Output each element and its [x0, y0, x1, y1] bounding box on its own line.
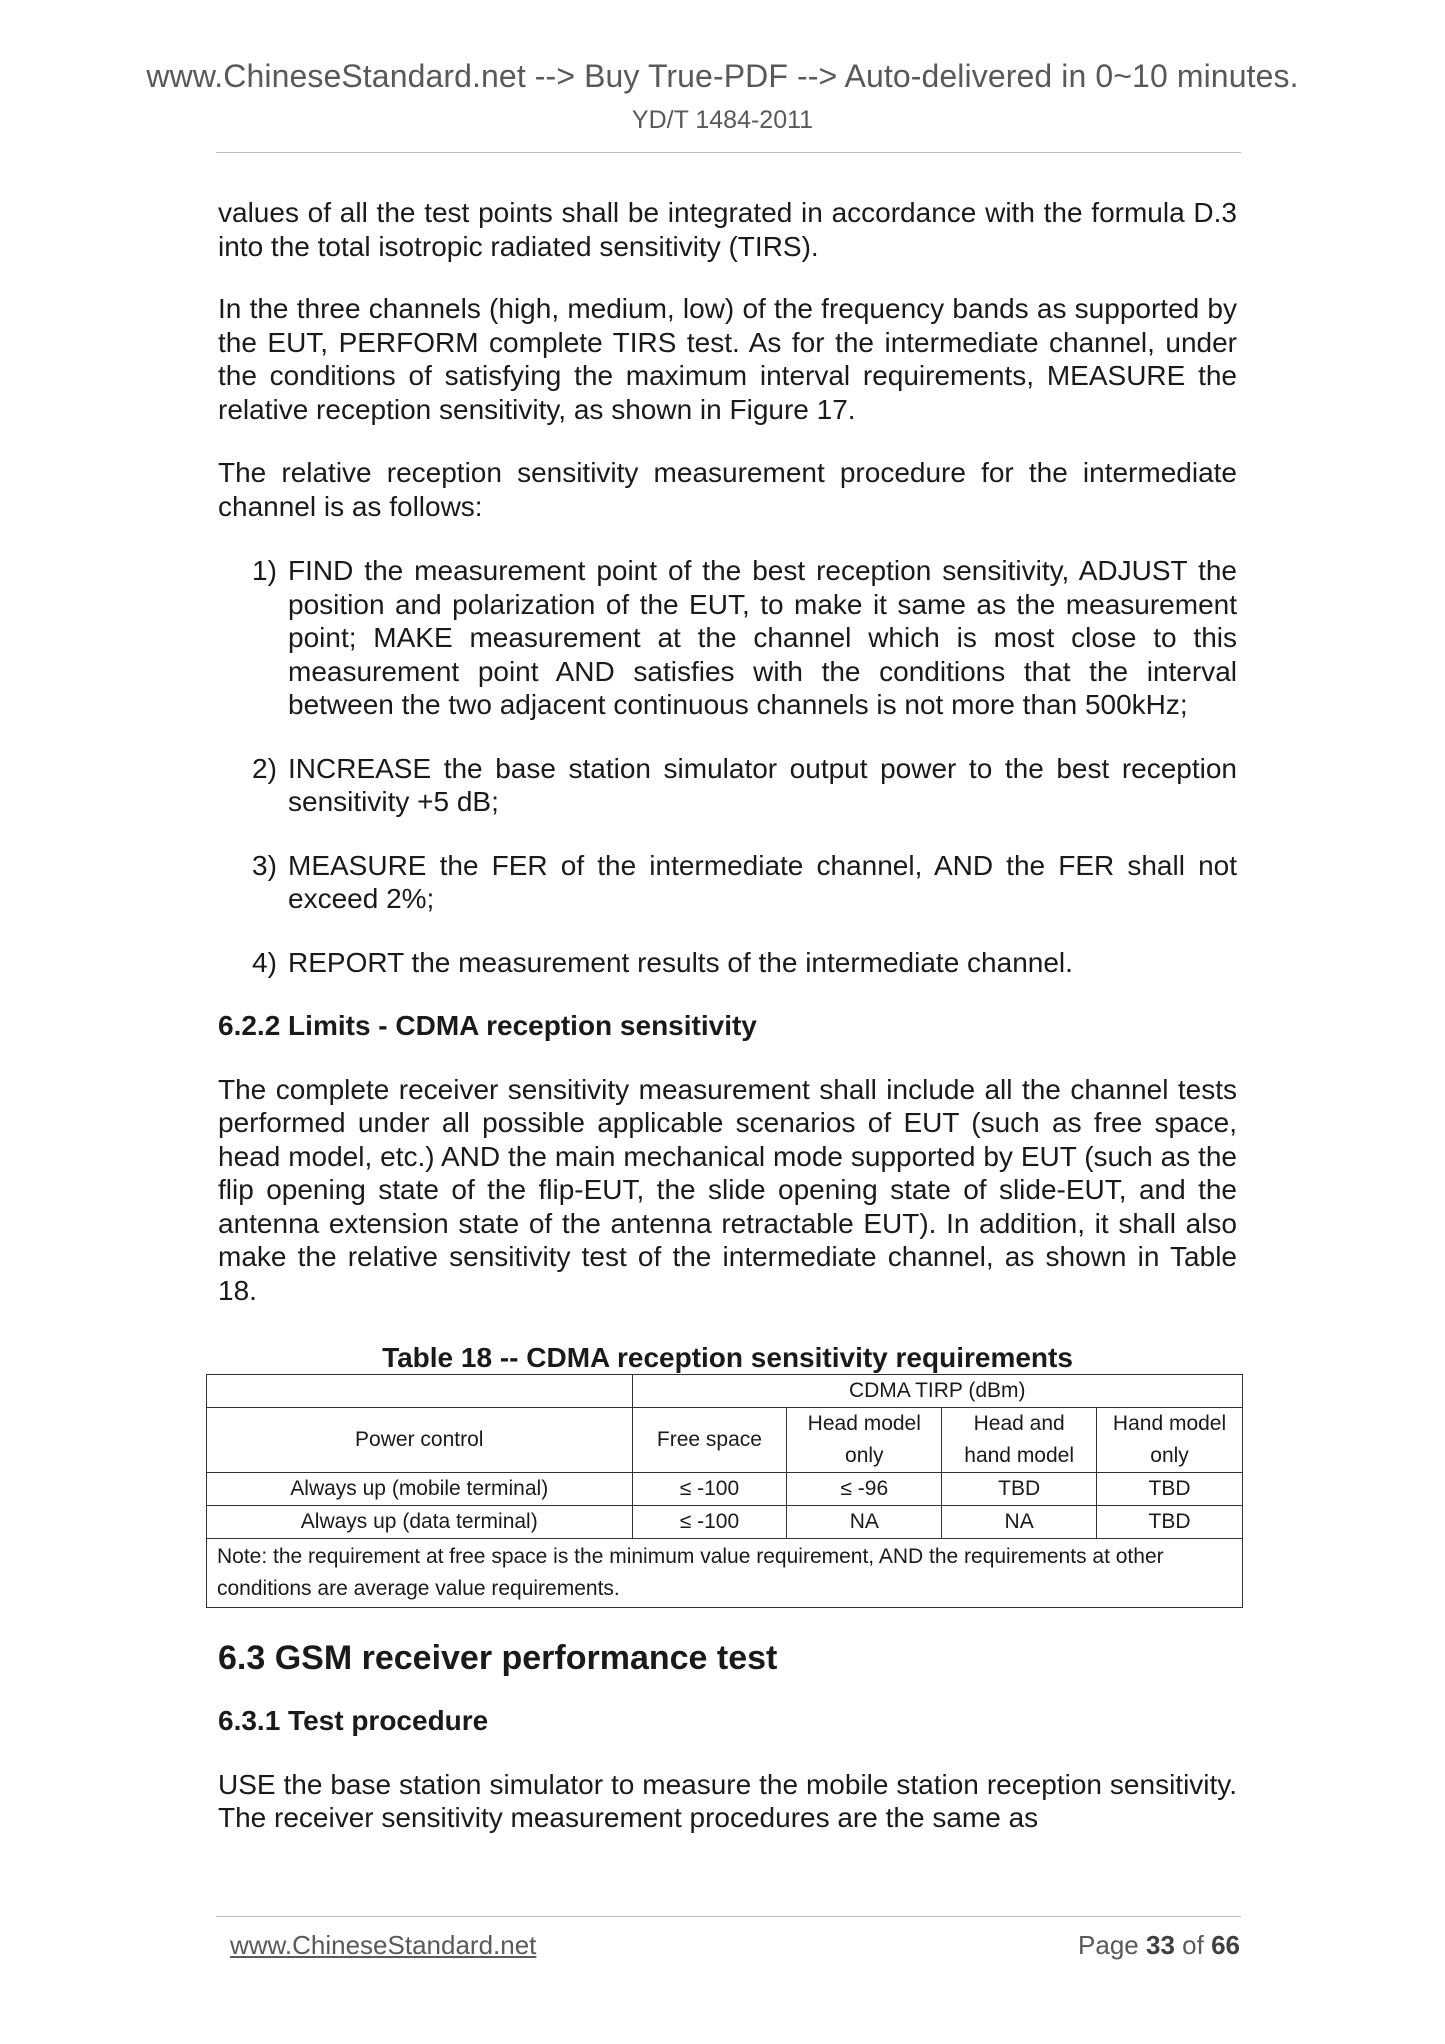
table-row-header: Power control: [207, 1408, 633, 1473]
page-word: Page: [1078, 1930, 1139, 1960]
heading-6-3: 6.3 GSM receiver performance test: [218, 1639, 778, 1677]
paragraph-complete-measurement: The complete receiver sensitivity measurement shall include all the channel tests performed under all possible applicable scenarios of EUT (such as free space, head model, etc.) AND the main mechanical mode supported by EUT (such as the flip opening state of the flip-EUT, the slide opening state of slide-EUT, and the antenna extension state of the antenna retractable EUT). In addition, it shall also make the relative sensitivity test of the intermediate channel, as shown in Table 18.: [218, 1073, 1237, 1306]
table-row: [207, 1375, 1243, 1408]
footer-site-link[interactable]: www.ChineseStandard.net: [230, 1930, 537, 1960]
requirements-table: [206, 1374, 1243, 1608]
list-item-number: 1): [252, 555, 277, 586]
table-cell: ≤ -100: [632, 1506, 787, 1539]
table-row: [207, 1473, 1243, 1506]
paragraph-tirs-integration: values of all the test points shall be integrated in accordance with the formula D.3 into the total isotropic radiated sensitivity (TIRS).: [218, 197, 1237, 262]
table-col-head-hand-line2: hand model: [964, 1444, 1075, 1467]
table-cell: TBD: [942, 1473, 1097, 1506]
page-current: 33: [1146, 1930, 1175, 1960]
table-cell: ≤ -96: [787, 1473, 942, 1506]
table-cell-empty: [207, 1375, 633, 1408]
table-cell: TBD: [1097, 1473, 1243, 1506]
table-row: [207, 1539, 1243, 1608]
paragraph-channels: In the three channels (high, medium, low) of the frequency bands as supported by the EUT, PERFORM complete TIRS test. As for the intermediate channel, under the conditions of satisfying the maximum interval requirements, MEASURE the relative reception sensitivity, as shown in Figure 17.: [218, 293, 1237, 425]
table-cell-label: Always up (mobile terminal): [207, 1473, 633, 1506]
list-item-number: 2): [252, 752, 277, 784]
list-item-text: MEASURE the FER of the intermediate channel, AND the FER shall not exceed 2%;: [288, 849, 1237, 914]
paragraph-gsm-procedure: USE the base station simulator to measure the mobile station reception sensitivity. The receiver sensitivity measurement procedures are the same as: [218, 1768, 1237, 1833]
header-divider: [216, 152, 1241, 153]
table-col-hand-model: [1097, 1408, 1243, 1473]
list-item: [218, 752, 1237, 819]
paragraph-procedure-intro: The relative reception sensitivity measurement procedure for the intermediate channel is as follows:: [218, 457, 1237, 522]
page-content: [218, 196, 1237, 1835]
table-cell: TBD: [1097, 1506, 1243, 1539]
table-col-head-model-line2: only: [845, 1444, 884, 1467]
standard-code: YD/T 1484-2011: [631, 106, 814, 134]
table-col-hand-model-line1: Hand model: [1112, 1412, 1227, 1435]
page-of: of: [1182, 1930, 1204, 1960]
heading-6-3-1: 6.3.1 Test procedure: [218, 1705, 489, 1736]
table-col-head-hand: [942, 1408, 1097, 1473]
table-cell: NA: [787, 1506, 942, 1539]
heading-6-2-2: 6.2.2 Limits - CDMA reception sensitivity: [218, 1010, 757, 1041]
page-total: 66: [1211, 1930, 1240, 1960]
list-item-number: 4): [252, 946, 277, 978]
table-group-header: CDMA TIRP (dBm): [632, 1375, 1243, 1408]
footer-divider: [216, 1916, 1241, 1917]
table-col-free-space: Free space: [632, 1408, 787, 1473]
table-col-head-model-line1: Head model: [807, 1412, 921, 1435]
list-item-number: 3): [252, 849, 277, 881]
list-item: [218, 849, 1237, 916]
table-note: Note: the requirement at free space is the minimum value requirement, AND the requirements at other conditions are average value requirements.: [207, 1539, 1243, 1608]
list-item-text: REPORT the measurement results of the intermediate channel.: [288, 946, 1073, 978]
header-link-text[interactable]: www.ChineseStandard.net --> Buy True-PDF --> Auto-delivered in 0~10 minutes.: [146, 58, 1299, 94]
table-row: [207, 1408, 1243, 1473]
table-row: [207, 1506, 1243, 1539]
list-item: [218, 554, 1237, 722]
table-cell-label: Always up (data terminal): [207, 1506, 633, 1539]
table-col-head-hand-line1: Head and: [973, 1412, 1065, 1435]
table-col-hand-model-line2: only: [1150, 1444, 1189, 1467]
page-number: [1078, 1930, 1240, 1961]
list-item-text: INCREASE the base station simulator output power to the best reception sensitivity +5 dB;: [288, 752, 1237, 817]
list-item: [218, 946, 1237, 980]
table-cell: ≤ -100: [632, 1473, 787, 1506]
table-title: Table 18 -- CDMA reception sensitivity requirements: [382, 1342, 1073, 1373]
table-cell: NA: [942, 1506, 1097, 1539]
list-item-text: FIND the measurement point of the best reception sensitivity, ADJUST the position and polarization of the EUT, to make it same as the measurement point; MAKE measurement at the channel which is most close to this measurement point AND satisfies with the conditions that the interval between the two adjacent continuous channels is not more than 500kHz;: [288, 555, 1237, 720]
table-col-head-model: [787, 1408, 942, 1473]
